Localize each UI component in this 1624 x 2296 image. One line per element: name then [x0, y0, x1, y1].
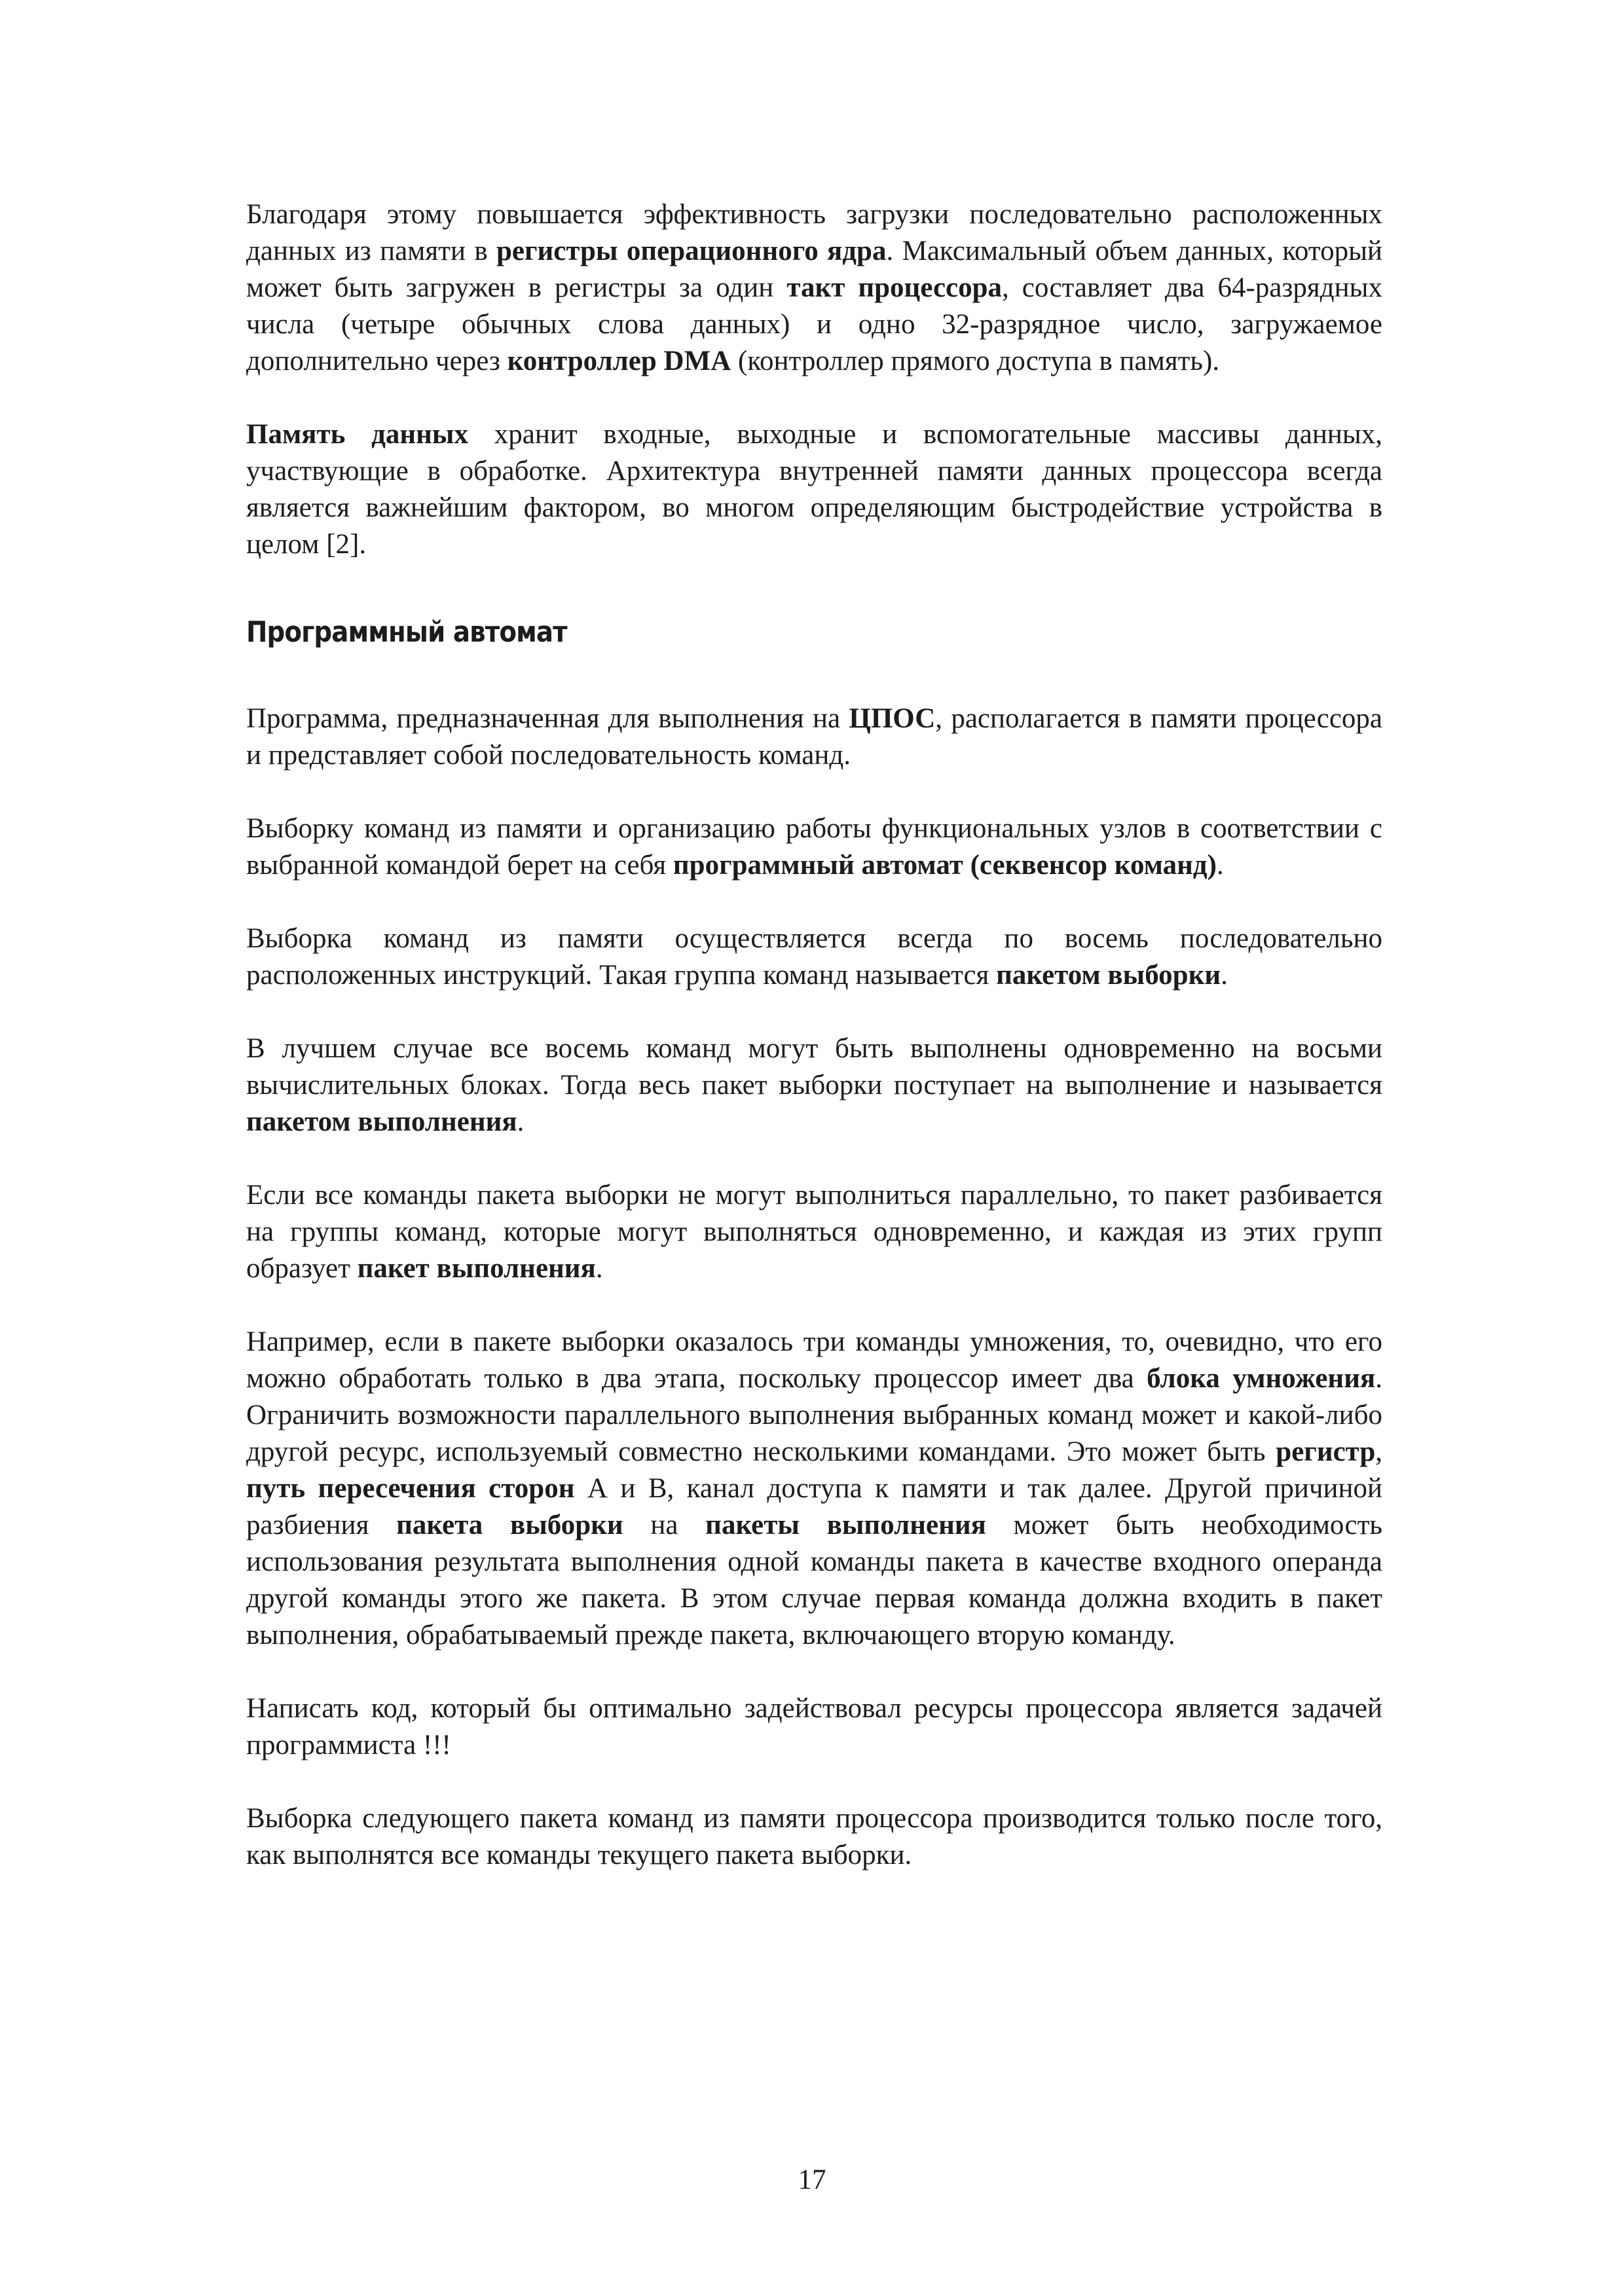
page-number: 17: [798, 2164, 826, 2195]
text-run: .: [595, 1253, 603, 1284]
text-run: Выборка следующего пакета команд из памяти процессора производится только после того, как выполнятся все команды текущего пакета выборки.: [246, 1803, 1382, 1870]
paragraph: [246, 1177, 1382, 1287]
bold-term: пакетом выполнения: [246, 1106, 517, 1137]
section-heading: Программный автомат: [246, 615, 567, 649]
text-run: , располагается в памяти процессора и представляет собой последовательность команд.: [246, 703, 1382, 771]
bold-term: пакет выполнения: [357, 1253, 596, 1284]
text-run: может быть необходимость использования результата выполнения одной команды пакета в качестве входного операнда другой команды этого же пакета. В этом случае первая команда должна входить в пакет выполнения, обрабатываемый прежде пакета, включающего вторую команду.: [246, 1510, 1382, 1650]
paragraph: [246, 1324, 1382, 1654]
text-run: Например, если в пакете выборки оказалось три команды умножения, то, очевидно, что его можно обработать только в два этапа, поскольку процессор имеет два: [246, 1326, 1382, 1394]
bold-term: контроллер DMA: [507, 346, 731, 376]
text-run: ,: [1375, 1436, 1382, 1467]
paragraph: [246, 196, 1382, 380]
bold-term: пакета выборки: [396, 1510, 623, 1540]
paragraph: [246, 701, 1382, 774]
bold-term: пакеты выполнения: [705, 1510, 986, 1540]
text-run: Написать код, который бы оптимально задействовал ресурсы процессора является задачей программиста !!!: [246, 1693, 1382, 1760]
bold-term: Память данных: [246, 419, 468, 450]
text-run: Выборку команд из памяти и организацию работы функциональных узлов в соответствии с выбранной командой берет на себя: [246, 813, 1382, 881]
intro-section: [246, 196, 1382, 563]
paragraph: [246, 920, 1382, 994]
bold-term: путь пересечения сторон: [246, 1473, 575, 1504]
bold-term: регистры операционного ядра: [496, 236, 887, 266]
paragraph: [246, 1030, 1382, 1140]
text-run: Если все команды пакета выборки не могут выполниться параллельно, то пакет разбивается на группы команд, которые могут выполняться одновременно, и каждая из этих групп образует: [246, 1180, 1382, 1284]
text-run: Благодаря этому повышается эффективность загрузки последовательно расположенных данных из памяти в: [246, 199, 1382, 266]
bold-term: такт процессора: [786, 272, 1003, 303]
text-run: .: [1221, 960, 1228, 991]
bold-term: программный автомат (секвенсор команд): [673, 850, 1217, 881]
bold-term: ЦПОС: [849, 703, 936, 734]
paragraph: [246, 1800, 1382, 1874]
text-run: Выборка команд из памяти осуществляется всегда по восемь последовательно расположенных инструкций. Такая группа команд называется: [246, 923, 1382, 991]
text-run: хранит входные, выходные и вспомогательные массивы данных, участвующие в обработке. Архитектура внутренней памяти данных процессора всегда является важнейшим фактором, во многом определяющим быстродействие устройства в целом [2].: [246, 419, 1382, 560]
text-run: . Ограничить возможности параллельного выполнения выбранных команд может и какой-либо другой ресурс, используемый совместно несколькими командами. Это может быть: [246, 1363, 1382, 1467]
text-run: .: [517, 1106, 525, 1137]
paragraph: [246, 811, 1382, 884]
text-run: на: [623, 1510, 706, 1540]
text-run: , составляет два 64-разрядных числа (четыре обычных слова данных) и одно 32-разрядное число, загружаемое дополнительно через: [246, 272, 1382, 376]
paragraph: [246, 416, 1382, 563]
paragraph: [246, 1690, 1382, 1764]
sequencer-section: [246, 701, 1382, 1874]
text-run: .: [1216, 850, 1224, 881]
text-run: А и В, канал доступа к памяти и так далее. Другой причиной разбиения: [246, 1473, 1382, 1540]
bold-term: блока умножения: [1147, 1363, 1376, 1394]
bold-term: регистр: [1276, 1436, 1376, 1467]
bold-term: пакетом выборки: [996, 960, 1221, 991]
text-run: (контроллер прямого доступа в память).: [731, 346, 1220, 376]
text-run: . Максимальный объем данных, который может быть загружен в регистры за один: [246, 236, 1382, 303]
page-body: [246, 196, 1382, 1910]
text-run: Программа, предназначенная для выполнения на: [246, 703, 849, 734]
text-run: В лучшем случае все восемь команд могут быть выполнены одновременно на восьми вычислительных блоках. Тогда весь пакет выборки поступает на выполнение и называется: [246, 1033, 1382, 1101]
